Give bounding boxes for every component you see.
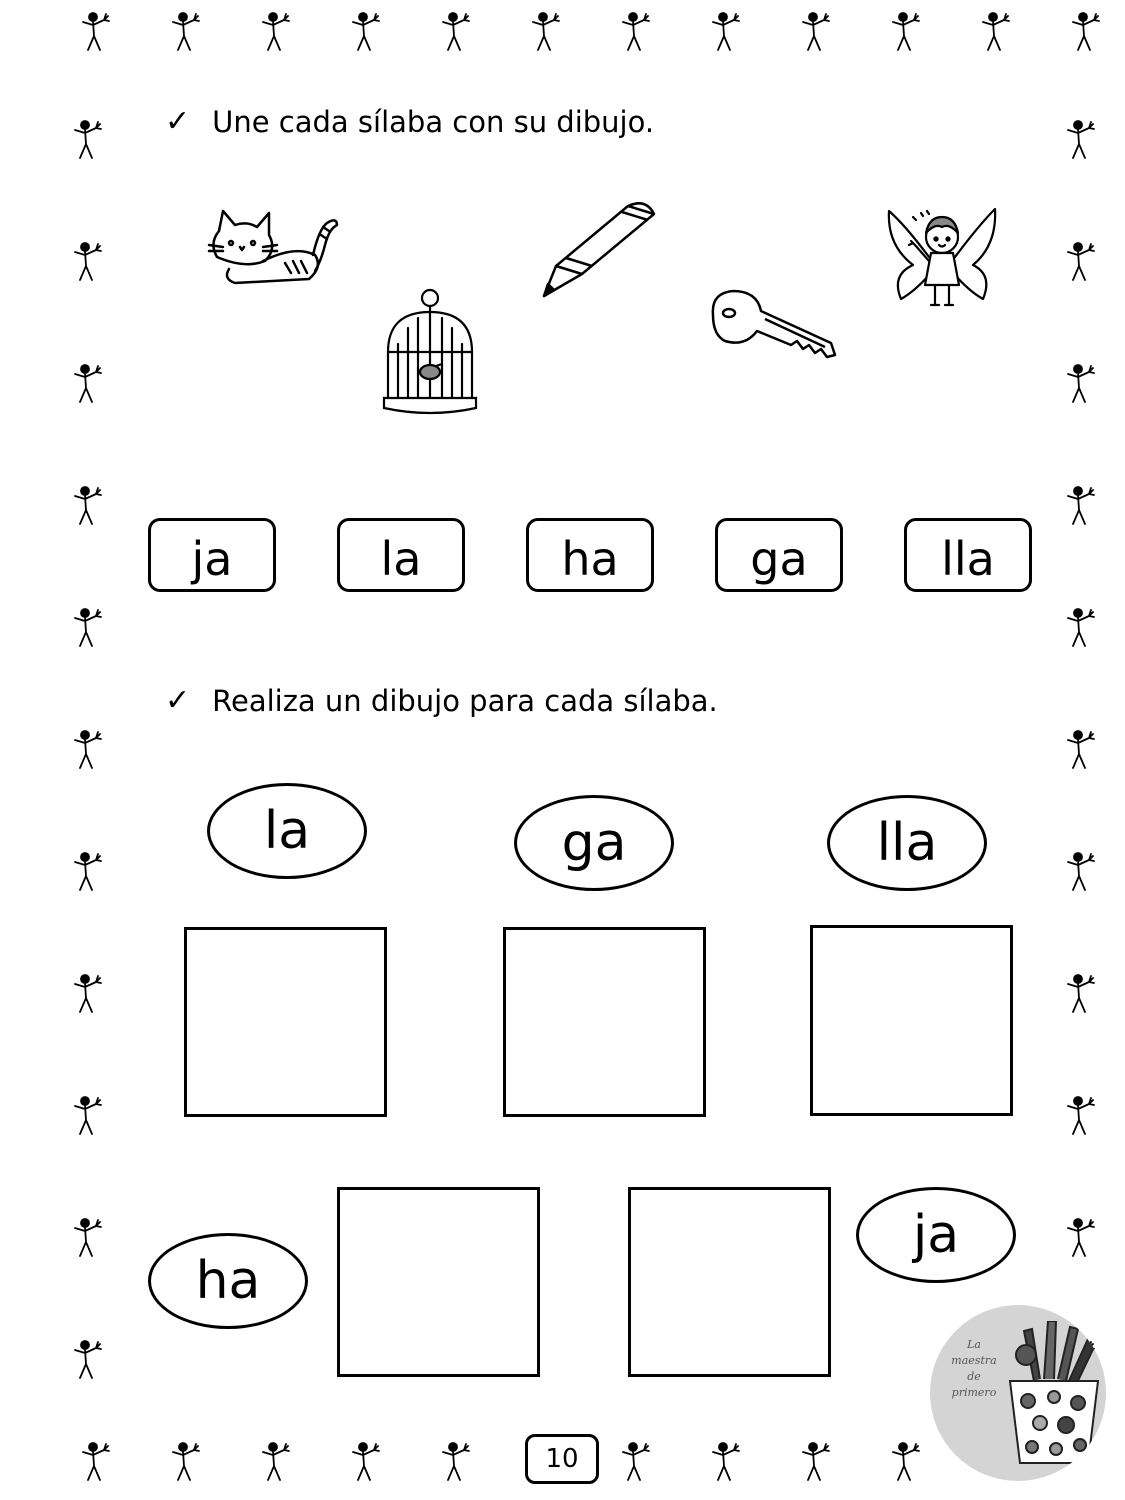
stick-figure-icon bbox=[890, 1440, 920, 1482]
stick-figure-icon bbox=[1065, 1216, 1095, 1258]
stick-figure-icon bbox=[800, 10, 830, 52]
stick-figure-icon bbox=[260, 1440, 290, 1482]
stick-figure-icon bbox=[890, 10, 920, 52]
syllable-box-ga[interactable]: ga bbox=[715, 518, 843, 592]
stick-figure-icon bbox=[80, 1440, 110, 1482]
drawing-box-ha[interactable] bbox=[337, 1187, 540, 1377]
stick-figure-icon bbox=[440, 1440, 470, 1482]
stick-figure-icon bbox=[980, 10, 1010, 52]
syllable-box-la[interactable]: la bbox=[337, 518, 465, 592]
stick-figure-icon bbox=[1065, 728, 1095, 770]
birdcage-picture bbox=[378, 288, 482, 420]
stick-figure-icon bbox=[1065, 606, 1095, 648]
stick-figure-icon bbox=[710, 1440, 740, 1482]
stick-figure-icon bbox=[72, 972, 102, 1014]
stick-figure-icon bbox=[620, 10, 650, 52]
stick-figure-icon bbox=[72, 850, 102, 892]
checkmark-icon: ✓ bbox=[165, 683, 191, 718]
syllable-box-ha[interactable]: ha bbox=[526, 518, 654, 592]
syllable-oval-ja: ja bbox=[856, 1187, 1016, 1283]
page-number: 10 bbox=[525, 1434, 599, 1484]
stick-figure-icon bbox=[260, 10, 290, 52]
key-picture bbox=[705, 285, 845, 370]
stick-figure-icon bbox=[530, 10, 560, 52]
syllable-oval-ha: ha bbox=[148, 1233, 308, 1329]
stick-figure-icon bbox=[620, 1440, 650, 1482]
stick-figure-icon bbox=[440, 10, 470, 52]
logo-text: La maestra de primero bbox=[951, 1338, 997, 1399]
stick-figure-icon bbox=[72, 240, 102, 282]
drawing-box-ga[interactable] bbox=[503, 927, 706, 1117]
drawing-box-la[interactable] bbox=[184, 927, 387, 1117]
stick-figure-icon bbox=[1065, 972, 1095, 1014]
syllable-box-ja[interactable]: ja bbox=[148, 518, 276, 592]
stick-figure-icon bbox=[72, 1216, 102, 1258]
instruction-draw-text: Realiza un dibujo para cada sílaba. bbox=[212, 683, 718, 718]
stick-figure-icon bbox=[1065, 240, 1095, 282]
syllable-oval-la: la bbox=[207, 783, 367, 879]
stick-figure-icon bbox=[72, 1338, 102, 1380]
stick-figure-icon bbox=[1065, 1094, 1095, 1136]
stick-figure-icon bbox=[1065, 484, 1095, 526]
stick-figure-icon bbox=[1070, 10, 1100, 52]
instruction-match-text: Une cada sílaba con su dibujo. bbox=[212, 104, 655, 139]
syllable-box-lla[interactable]: lla bbox=[904, 518, 1032, 592]
stick-figure-icon bbox=[72, 118, 102, 160]
fairy-picture bbox=[885, 205, 1000, 315]
checkmark-icon: ✓ bbox=[165, 104, 191, 139]
stick-figure-icon bbox=[72, 728, 102, 770]
stick-figure-icon bbox=[1065, 118, 1095, 160]
instruction-match bbox=[165, 104, 654, 139]
stick-figure-icon bbox=[80, 10, 110, 52]
pencil-cup-icon bbox=[1004, 1321, 1104, 1471]
drawing-box-ja[interactable] bbox=[628, 1187, 831, 1377]
stick-figure-icon bbox=[72, 1094, 102, 1136]
cat-picture bbox=[205, 205, 345, 295]
drawing-box-lla[interactable] bbox=[810, 925, 1013, 1116]
stick-figure-icon bbox=[1065, 850, 1095, 892]
stick-figure-icon bbox=[170, 1440, 200, 1482]
stick-figure-icon bbox=[800, 1440, 830, 1482]
instruction-draw bbox=[165, 683, 718, 718]
stick-figure-icon bbox=[72, 362, 102, 404]
stick-figure-icon bbox=[72, 484, 102, 526]
logo bbox=[930, 1305, 1106, 1481]
stick-figure-icon bbox=[710, 10, 740, 52]
stick-figure-icon bbox=[170, 10, 200, 52]
syllable-oval-ga: ga bbox=[514, 795, 674, 891]
stick-figure-icon bbox=[350, 10, 380, 52]
stick-figure-icon bbox=[1065, 362, 1095, 404]
syllable-oval-lla: lla bbox=[827, 795, 987, 891]
stick-figure-icon bbox=[72, 606, 102, 648]
pencil-picture bbox=[538, 200, 663, 305]
stick-figure-icon bbox=[350, 1440, 380, 1482]
